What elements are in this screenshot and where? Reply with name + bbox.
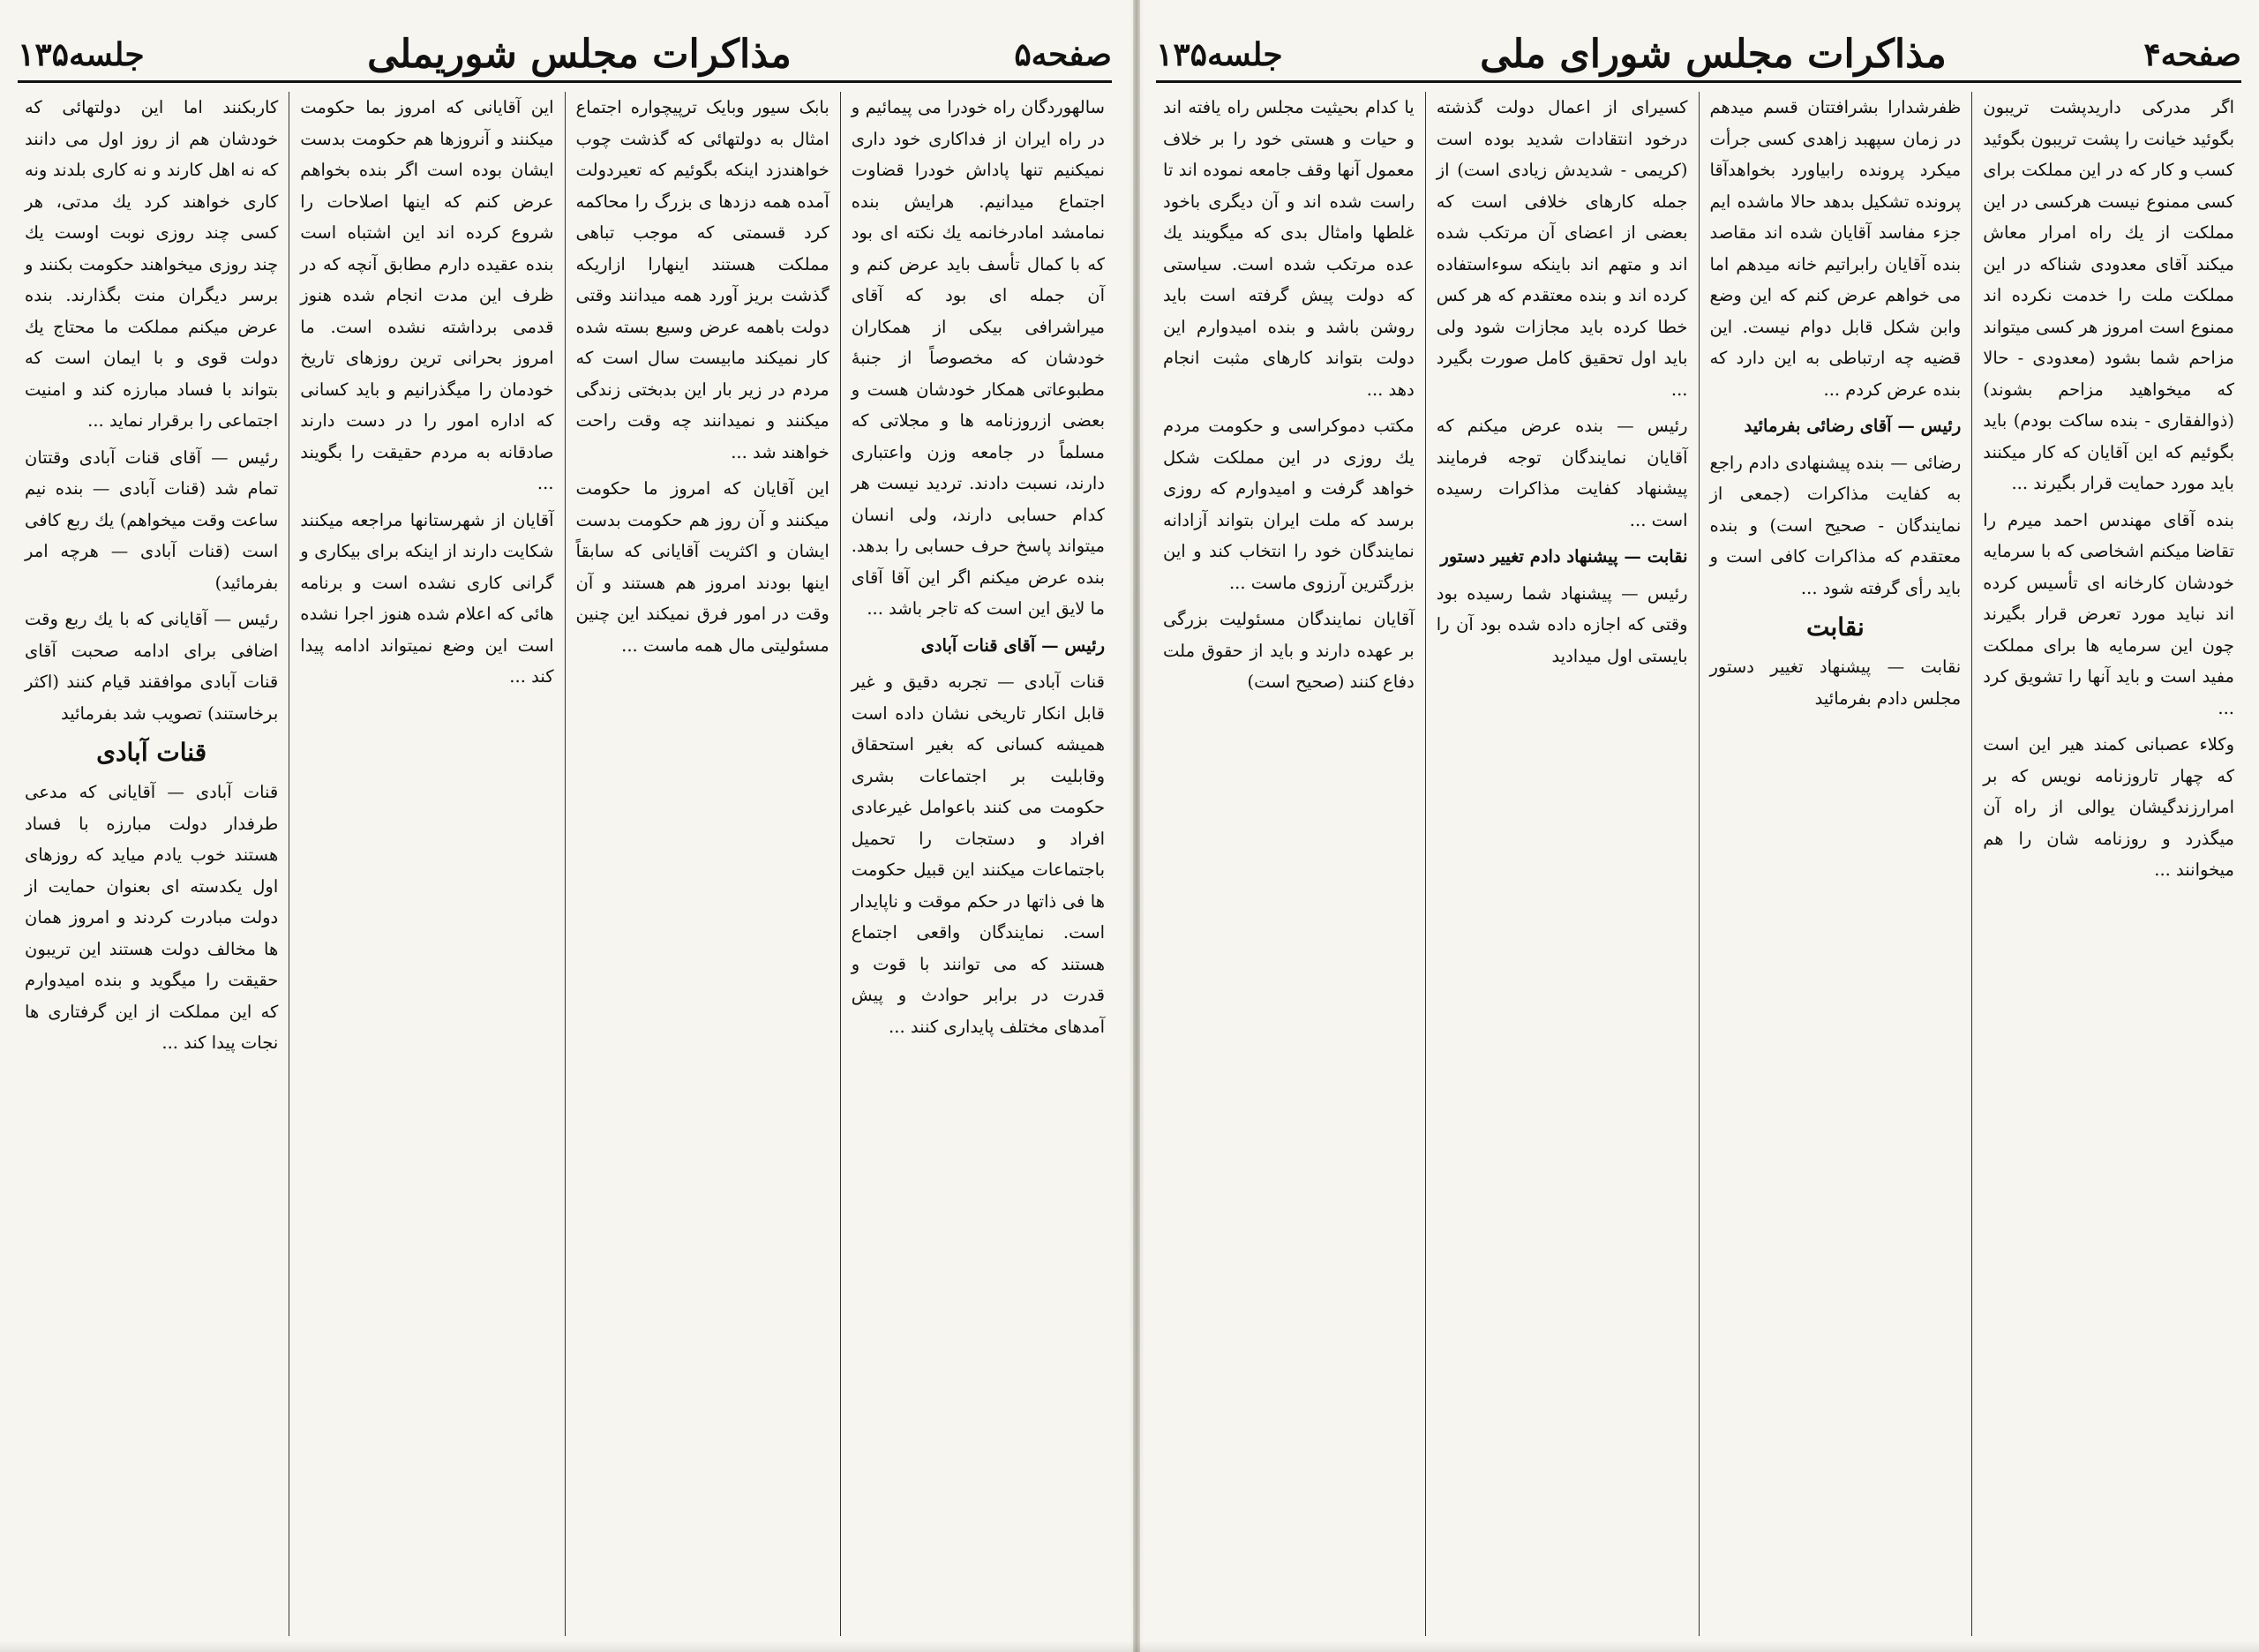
left-page-columns	[14, 92, 1115, 1636]
article-paragraph: این آقایانی که امروز بما حکومت میکنند و آنروزها هم حکومت بدست ایشان بوده است اگر بنده بخواهم عرض کنم که اینها اصلاحات را شروع کرده اند این اشتباه است بنده عقیده دارم مطابق آنچه که در ظرف این مدت انجام شده هنوز قدمی برداشته نشده است. ما امروز بحرانی ترین روزهای تاریخ خودمان را میگذرانیم و باید کسانی که اداره امور را در دست دارند صادقانه به مردم حقیقت را بگویند ...	[300, 97, 554, 493]
speaker-line: نقابت — پیشنهاد دادم تغییر دستور	[1440, 546, 1688, 567]
right-page-number: صفحه۴	[2143, 35, 2241, 73]
left-page-header	[18, 28, 1112, 83]
right-page	[1138, 0, 2259, 1652]
left-page-column-2	[565, 92, 840, 1636]
article-paragraph: مکتب دموکراسی و حکومت مردم یك روزی در این مملکت شکل خواهد گرفت و امیدوارم که روزی برسد که ملت ایران بتواند آزادانه نمایندگان خود را انتخاب کند و این بزرگترین آرزوی ماست ...	[1163, 416, 1415, 593]
speaker-line: رئیس — آقای رضائی بفرمائید	[1744, 416, 1962, 436]
article-paragraph: آقایان نمایندگان مسئولیت بزرگی بر عهده دارند و باید از حقوق ملت دفاع کنند (صحیح است)	[1163, 609, 1415, 692]
left-page-session: جلسه۱۳۵	[18, 35, 145, 73]
article-paragraph: رئیس — پیشنهاد شما رسیده بود وقتی که اجازه داده شده بود آن را بایستی اول میدادید	[1436, 582, 1688, 666]
article-paragraph: اگر مدرکی داریدپشت تریبون بگوئید خیانت را پشت تریبون بگوئید کسب و کار که در این مملکت برای کسی ممنوع نیست هرکسی در این مملکت از یك راه امرار معاش میکند آقای معدودی شناکه در این مملکت ملت را خدمت نکرده اند ممنوع است امروز هر کسی میتواند مزاحم شما بشود (معدودی - حالا که میخواهید مزاحم بشوند) (ذوالفقاری - بنده ساکت بودم) باید بگوئیم که این آقایان که کار میکنند باید مورد حمایت قرار بگیرند ...	[1983, 97, 2234, 493]
article-paragraph: بابک سیور وبایک ترپیچواره اجتماع امثال به دولتهائی که گذشت چوب خواهندزد اینکه بگوئیم که تعیردولت آمده همه دزدها ی بزرگ را محاکمه کرد قسمتی که موجب تباهی مملکت هستند اینهارا ازاریکه گذشت بریز آورد همه میدانند وقتی دولت باهمه عرض وسیع بسته شده کار نمیکند مابیست سال است که مردم در زیر بار این بدبختی زندگی میکنند و نمیدانند چه وقت راحت خواهند شد ...	[575, 97, 829, 462]
article-paragraph: آقایان از شهرستانها مراجعه میکنند شکایت دارند از اینکه برای بیکاری و گرانی کاری نشده است و برنامه هائی که اعلام شده هنوز اجرا نشده است این وضع نمیتواند ادامه پیدا کند ...	[300, 509, 554, 687]
section-heading: قنات آبادی	[96, 738, 207, 767]
right-page-title: مذاکرات مجلس شورای ملی	[1480, 32, 1947, 77]
article-paragraph: قنات آبادی — آقایانی که مدعی طرفدار دولت مبارزه با فساد هستند خوب یادم میاید که روزهای اول یکدسته ای بعنوان حمایت از دولت مبادرت کردند و امروز همان ها مخالف دولت هستند این تریبون حقیقت را میگوید و بنده امیدوارم که این مملکت از این گرفتاری ها نجات پیدا کند ...	[25, 782, 279, 1053]
right-page-column-2	[1699, 92, 1972, 1636]
right-page-column-1	[1971, 92, 2245, 1636]
article-paragraph: کاربکنند اما این دولتهائی که خودشان هم از روز اول می دانند که نه اهل کارند و نه کاری بلدند ونه کاری خواهند کرد یك مدتی، هر کسی چند روزی نوبت اوست یك چند روزی میخواهند حکومت بکنند و برسر دیگران منت بگذارند. بنده عرض میکنم مملکت ما محتاج یك دولت قوی و با ایمان است که بتواند با فساد مبارزه کند و امنیت اجتماعی را برقرار نماید ...	[25, 97, 279, 431]
left-page-column-1	[840, 92, 1115, 1636]
right-page-header	[1156, 28, 2241, 83]
article-paragraph: کسیرای از اعمال دولت گذشته درخود انتقادات شدید بوده است (کریمی - شدیدش زیادی است) از جمله کارهای خلافی است که بعضی از اعضای آن مرتکب شده اند و متهم اند باینکه سوءاستفاده کرده اند و بنده معتقدم که هر کس خطا کرده باید مجازات شود ولی باید اول تحقیق کامل صورت بگیرد ...	[1436, 97, 1688, 400]
article-paragraph: این آقایان که امروز ما حکومت میکنند و آن روز هم حکومت بدست ایشان و اکثریت آقایانی که سابقاً اینها بودند امروز هم هستند و آن وقت در امور فرق نمیکند این چنین مسئولیتی مال همه ماست ...	[575, 478, 829, 656]
right-page-columns	[1152, 92, 2245, 1636]
left-page-number: صفحه۵	[1014, 35, 1112, 73]
article-paragraph: رئیس — آقای قنات آبادی وقتتان تمام شد (قنات آبادی — بنده نیم ساعت وقت میخواهم) یك ربع کافی است (قنات آبادی — هرچه امر بفرمائید)	[25, 447, 279, 593]
article-paragraph: یا کدام بحیثیت مجلس راه یافته اند و حیات و هستی خود را بر خلاف معمول آنها وقف جامعه نموده اند تا راست شده اند و آن دیگری باخود غلطها وامثال بدی که میگویند یك عده مرتکب شده است. سیاستی که دولت پیش گرفته است باید روشن باشد و بنده امیدوارم این دولت بتواند کارهای مثبت انجام دهد ...	[1163, 97, 1415, 400]
article-paragraph: رئیس — بنده عرض میکنم که آقایان نمایندگان توجه فرمایند پیشنهاد کفایت مذاکرات رسیده است ...	[1436, 416, 1688, 530]
right-page-session: جلسه۱۳۵	[1156, 35, 1283, 73]
article-paragraph: سالهوردگان راه خودرا می پیمائیم و در راه ایران از فداکاری خود داری نمیکنیم تنها پاداش خودرا قضاوت اجتماع میدانیم. هرایش بنده نمامشد امادرخانمه یك نکته ای بود که با کمال تأسف باید عرض کنم و آن جمله ای بود که آقای میراشرافی بیکی از همکاران خودشان که مخصوصاً از جنبهٔ مطبوعاتی همکار خودشان هست و بعضی ازروزنامه ها و مجلاتی که مسلماً در جامعه وزن واعتباری دارند، نسبت دادند. تردید نیست هر کدام حسابی دارند، ولی انسان میتواند پاسخ حرف حسابی را بدهد. بنده عرض میکنم اگر این آقا آقای ما لایق این است که تاجر باشد ...	[851, 97, 1105, 619]
article-paragraph: رضائی — بنده پیشنهادی دادم راجع به کفایت مذاکرات (جمعی از نمایندگان - صحیح است) و بنده معتقدم که مذاکرات کافی است و باید رأی گرفته شود ...	[1709, 452, 1962, 598]
article-paragraph: وکلاء عصبانی کمند هیر این است که چهار تاروزنامه نویس که بر امرارزندگیشان یوالی از راه آن میگذرد و روزنامه شان را هم میخوانند ...	[1983, 734, 2234, 880]
left-page-title: مذاکرات مجلس شوریملی	[367, 32, 792, 77]
article-paragraph: بنده آقای مهندس احمد میرم را تقاضا میکنم اشخاصی که با سرمایه خودشان کارخانه ای تأسیس کرده اند نباید مورد تعرض قرار بگیرند چون این سرمایه ها برای مملکت مفید است و باید آنها را تشویق کرد ...	[1983, 509, 2234, 718]
section-heading: نقابت	[1805, 612, 1865, 642]
bottom-edge-shading	[0, 1641, 2259, 1652]
speaker-line: رئیس — آقای قنات آبادی	[920, 635, 1105, 656]
right-page-column-3	[1425, 92, 1699, 1636]
article-paragraph: نقابت — پیشنهاد تغییر دستور مجلس دادم بفرمائید	[1709, 657, 1962, 709]
article-paragraph: ظفرشدارا بشرافتتان قسم میدهم در زمان سپهبد زاهدی کسی جرأت میکرد پرونده رابیاورد بخواهدآقا پرونده تشکیل بدهد حالا ماشده ایم جزء مفاسد آقایان شده اند مقاصد بنده آقایان رابراتیم خانه میدهم اما می خواهم عرض کنم که این وضع وابن شکل قابل دوام نیست. این قضیه چه ارتباطی به این دارد که بنده عرض کردم ...	[1709, 97, 1962, 400]
right-page-column-4	[1152, 92, 1425, 1636]
left-page-column-4	[14, 92, 289, 1636]
left-page-column-3	[289, 92, 564, 1636]
article-paragraph: قنات آبادی — تجربه دقیق و غیر قابل انکار تاریخی نشان داده است همیشه کسانی که بغیر استحقاق وقابلیت بر اجتماعات بشری حکومت می کنند باعوامل غیرعادی افراد و دستجات را تحمیل باجتماعات میکنند این قبیل حکومت ها فی ذاتها در حکم موقت و ناپایدار است. نمایندگان واقعی اجتماع هستند که می توانند با قوت و قدرت در برابر حوادث و پیش آمدهای مختلف پایداری کنند ...	[851, 672, 1105, 1037]
article-paragraph: رئیس — آقایانی که با یك ربع وقت اضافی برای ادامه صحبت آقای قنات آبادی موافقند قیام کنند (اکثر برخاستند) تصویب شد بفرمائید	[25, 609, 279, 724]
